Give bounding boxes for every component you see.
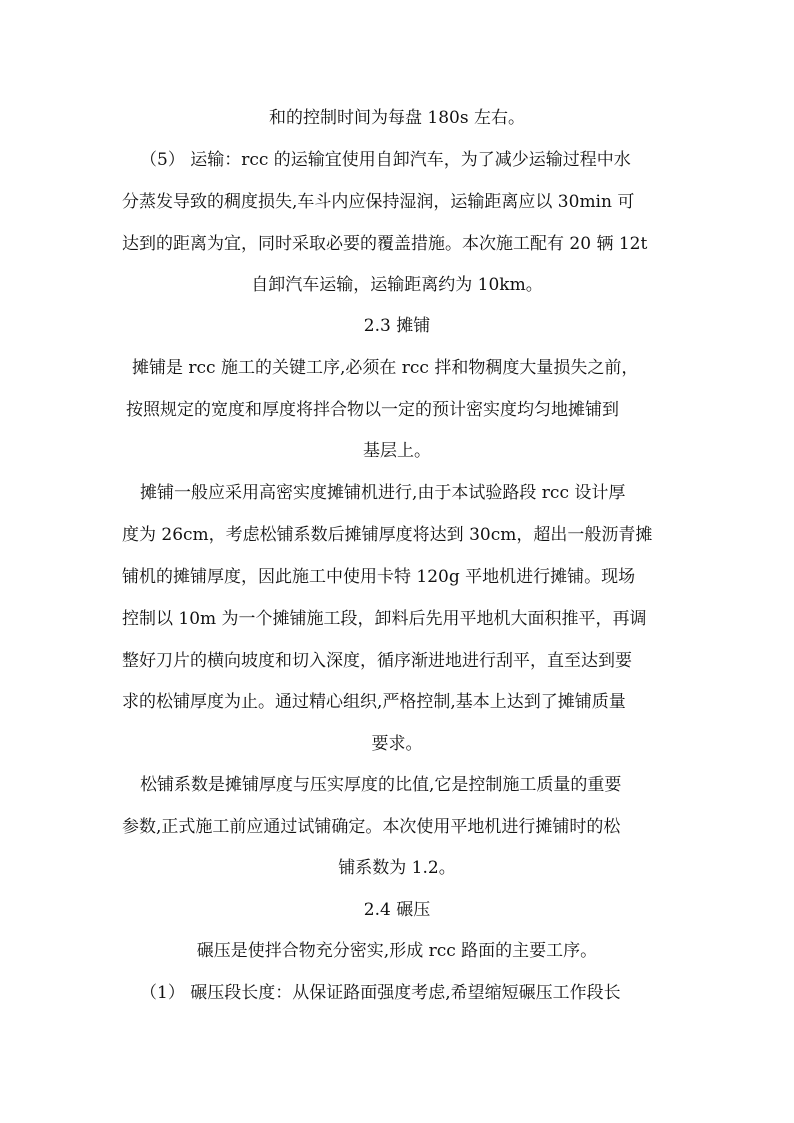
text-line-14: 求的松铺厚度为止。通过精心组织,严格控制,基本上达到了摊铺质量	[122, 692, 626, 712]
section-heading-2-4: 2.4 碾压	[363, 900, 431, 920]
text-line-5: 自卸汽车运输，运输距离约为 10km。	[251, 275, 543, 295]
text-line-19: 碾压是使拌合物充分密实,形成 rcc 路面的主要工序。	[196, 941, 598, 961]
text-line-11: 铺机的摊铺厚度，因此施工中使用卡特 120g 平地机进行摊铺。现场	[122, 567, 636, 587]
text-line-13: 整好刀片的横向坡度和切入深度，循序渐进地进行刮平，直至达到要	[122, 651, 632, 671]
text-line-18: 铺系数为 1.2。	[338, 858, 456, 878]
text-line-4: 达到的距离为宜，同时采取必要的覆盖措施。本次施工配有 20 辆 12t	[122, 234, 648, 254]
text-line-3: 分蒸发导致的稠度损失,车斗内应保持湿润，运输距离应以 30min 可	[122, 192, 635, 212]
text-line-10: 度为 26cm，考虑松铺系数后摊铺厚度将达到 30cm，超出一般沥青摊	[122, 525, 653, 545]
text-line-17: 参数,正式施工前应通过试铺确定。本次使用平地机进行摊铺时的松	[122, 817, 621, 837]
text-line-1: 和的控制时间为每盘 180s 左右。	[269, 108, 525, 128]
text-line-16: 松铺系数是摊铺厚度与压实厚度的比值,它是控制施工质量的重要	[140, 775, 622, 795]
text-line-8: 基层上。	[363, 441, 431, 461]
section-heading-2-3: 2.3 摊铺	[363, 316, 431, 336]
text-line-20: （1） 碾压段长度：从保证路面强度考虑,希望缩短碾压工作段长	[140, 983, 621, 1003]
text-line-9: 摊铺一般应采用高密实度摊铺机进行,由于本试验路段 rcc 设计厚	[140, 483, 626, 503]
text-line-7: 按照规定的宽度和厚度将拌合物以一定的预计密实度均匀地摊铺到	[126, 400, 619, 420]
text-line-6: 摊铺是 rcc 施工的关键工序,必须在 rcc 拌和物稠度大量损失之前，	[132, 358, 639, 378]
text-line-12: 控制以 10m 为一个摊铺施工段，卸料后先用平地机大面积推平，再调	[122, 609, 647, 629]
text-line-15: 要求。	[371, 734, 423, 754]
text-line-2: （5） 运输：rcc 的运输宜使用自卸汽车，为了减少运输过程中水	[140, 150, 631, 170]
